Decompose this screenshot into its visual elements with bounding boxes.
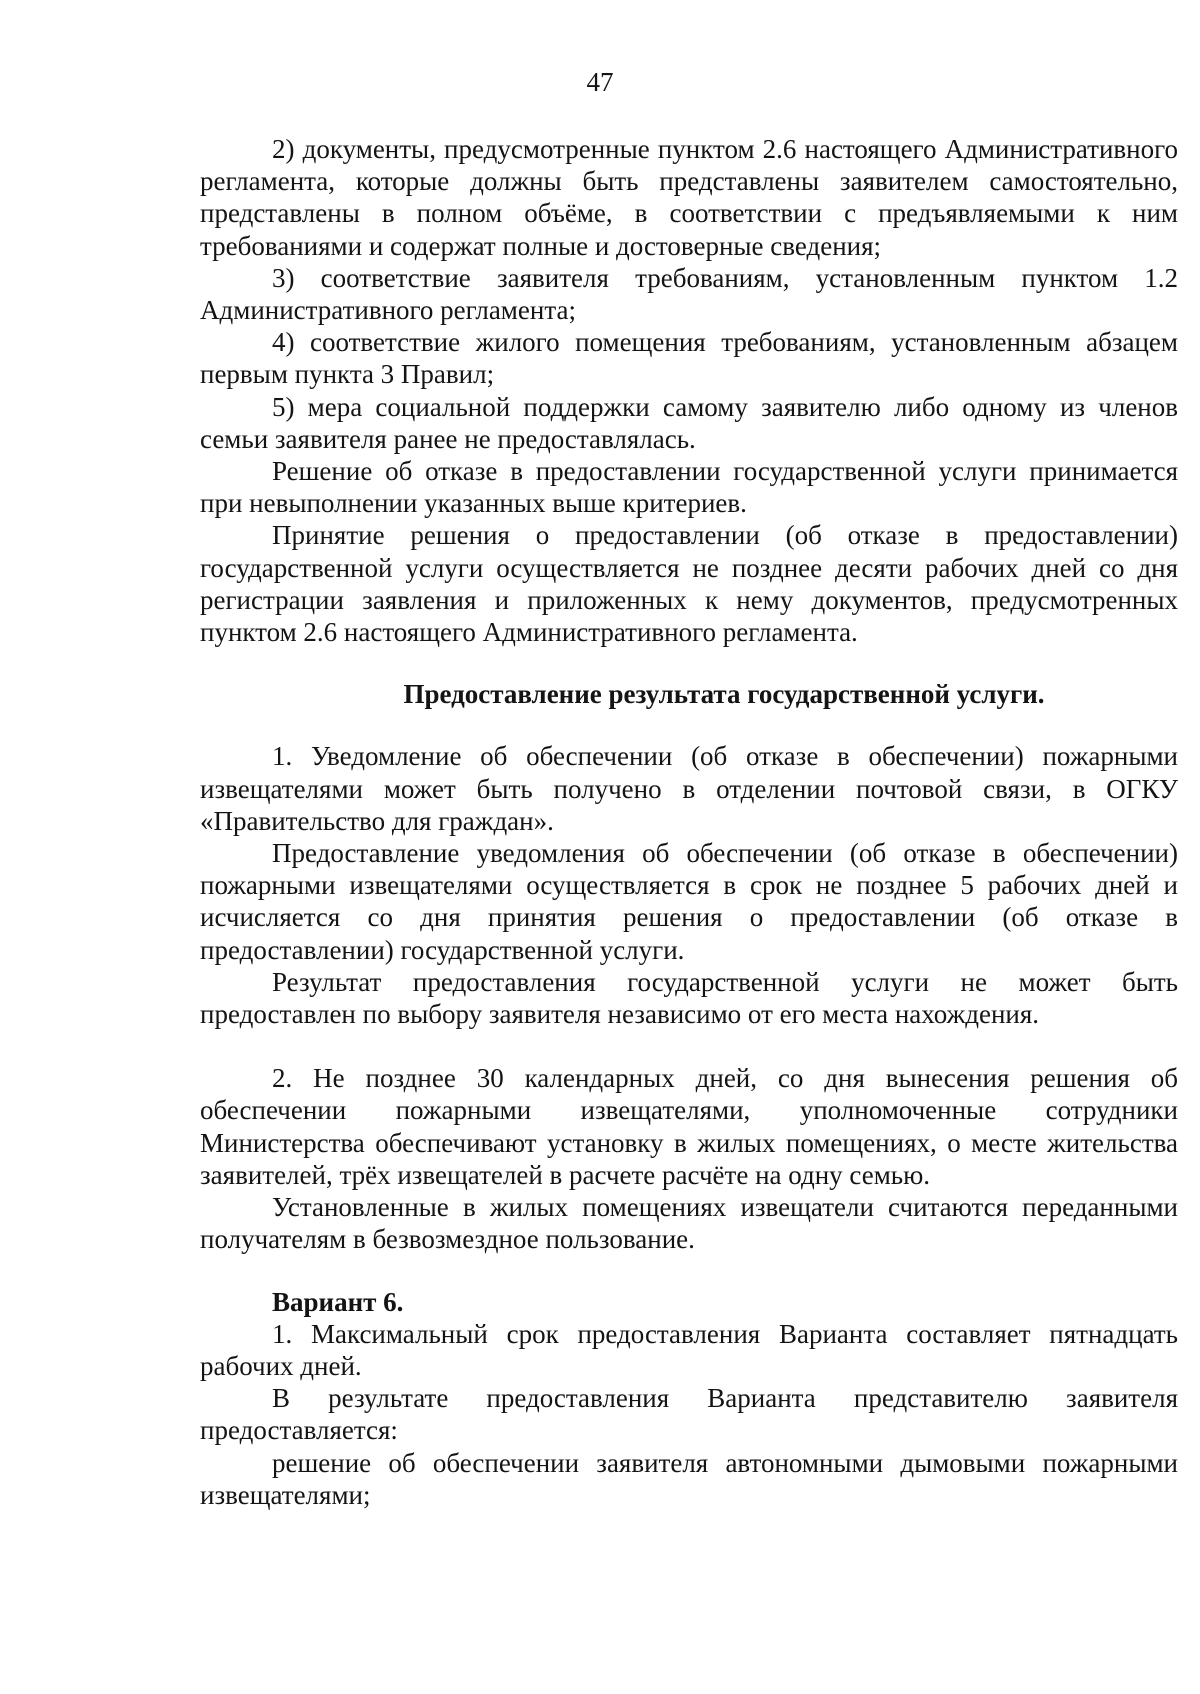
paragraph-criteria-2: 2) документы, предусмотренные пунктом 2.6 настоящего Административного регламента, которые должны быть представлены заявителем самостоятельно, представлены в полном объёме, в соответствии с предъявляемыми к ним требованиями и содержат полные и достоверные сведения; — [200, 134, 1178, 261]
spacer — [200, 1030, 1178, 1062]
paragraph-criteria-3: 3) соответствие заявителя требованиям, установленным пунктом 1.2 Административного регламента; — [200, 262, 1178, 326]
spacer — [200, 710, 1178, 740]
section-heading: Предоставление результата государственной услуги. — [403, 679, 1045, 710]
paragraph-variant-term: 1. Максимальный срок предоставления Варианта составляет пятнадцать рабочих дней. — [200, 1318, 1178, 1381]
paragraph-variant-decision: решение об обеспечении заявителя автономными дымовыми пожарными извещателями; — [200, 1447, 1178, 1510]
variant-heading: Вариант 6. — [272, 1286, 404, 1317]
paragraph-refusal-decision: Решение об отказе в предоставлении государственной услуги принимается при невыполнении указанных выше критериев. — [200, 456, 1178, 519]
page-number: 47 — [586, 67, 614, 97]
spacer — [200, 648, 1178, 678]
paragraph-notification-deadline: Предоставление уведомления об обеспечении (об отказе в обеспечении) пожарными извещателями осуществляется в срок не позднее 5 рабочих дней и исчисляется со дня принятия решения о предоставлении (об отказе в предоставлении) государственной услуги. — [200, 838, 1178, 965]
paragraph-criteria-5: 5) мера социальной поддержки самому заявителю либо одному из членов семьи заявителя ранее не предоставлялась. — [200, 391, 1178, 454]
paragraph-installation: 2. Не позднее 30 календарных дней, со дня вынесения решения об обеспечении пожарными извещателями, уполномоченные сотрудники Министерства обеспечивают установку в жилых помещениях, о месте жительства заявителей, трёх извещателей в расчете расчёте на одну семью. — [200, 1063, 1178, 1190]
paragraph-variant-result: В результате предоставления Варианта представителю заявителя предоставляется: — [200, 1383, 1178, 1446]
paragraph-criteria-4: 4) соответствие жилого помещения требованиям, установленным абзацем первым пункта 3 Правил; — [200, 327, 1178, 390]
paragraph-decision-deadline: Принятие решения о предоставлении (об отказе в предоставлении) государственной услуги осуществляется не позднее десяти рабочих дней со дня регистрации заявления и приложенных к нему документов, предусмотренных пунктом 2.6 настоящего Административного регламента. — [200, 520, 1178, 648]
spacer — [200, 1256, 1178, 1286]
paragraph-result-location: Результат предоставления государственной услуги не может быть предоставлен по выбору заявителя независимо от его места нахождения. — [200, 966, 1178, 1030]
paragraph-notification: 1. Уведомление об обеспечении (об отказе в обеспечении) пожарными извещателями может быть получено в отделении почтовой связи, в ОГКУ «Правительство для граждан». — [200, 741, 1178, 836]
document-body — [200, 133, 1178, 1511]
paragraph-free-use: Установленные в жилых помещениях извещатели считаются переданными получателям в безвозмездное пользование. — [200, 1192, 1178, 1255]
